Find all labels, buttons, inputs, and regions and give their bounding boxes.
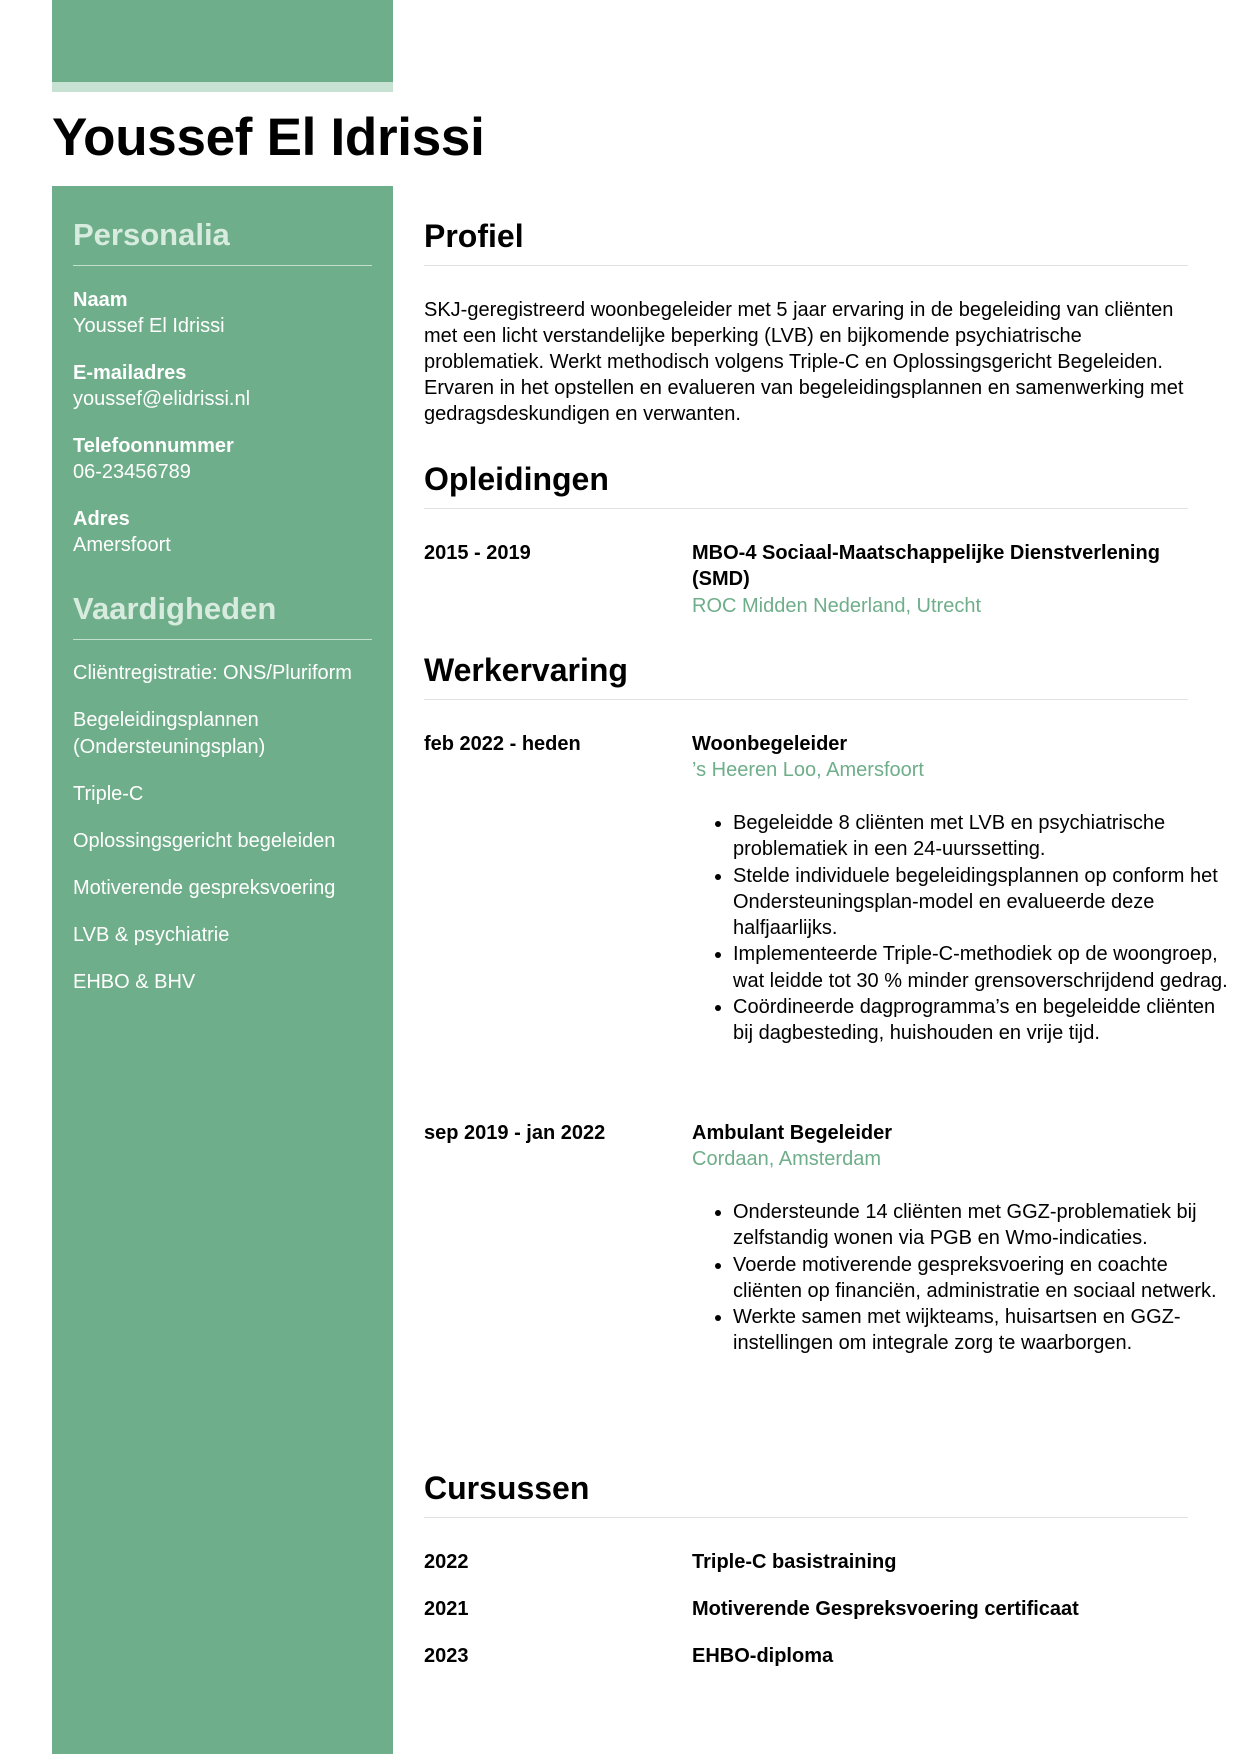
job-employer: ’s Heeren Loo, Amersfoort bbox=[692, 759, 924, 781]
job-date: sep 2019 - jan 2022 bbox=[424, 1122, 606, 1144]
course-date: 2023 bbox=[424, 1645, 469, 1667]
contact-field-name bbox=[73, 287, 372, 339]
list-item: • Implementeerde Triple-C-methodiek op de woongroep, wat leidde tot 30 % minder grensoverschrijdend gedrag. bbox=[733, 941, 1229, 994]
field-value: Amersfoort bbox=[73, 534, 171, 556]
field-label: E-mailadres bbox=[73, 362, 187, 384]
course-date: 2021 bbox=[424, 1598, 469, 1620]
list-item: • Stelde individuele begeleidingsplannen op conform het Ondersteuningsplan-model en evalueerde deze halfjaarlijks. bbox=[733, 863, 1229, 942]
education-date: 2015 - 2019 bbox=[424, 542, 531, 564]
job-date: feb 2022 - heden bbox=[424, 733, 581, 755]
list-item: • Coördineerde dagprogramma’s en begeleidde cliënten bij dagbesteding, huishouden en vrije tijd. bbox=[733, 994, 1229, 1047]
contact-field-email bbox=[73, 360, 372, 412]
field-label: Telefoonnummer bbox=[73, 435, 234, 457]
skills-heading: Vaardigheden bbox=[73, 591, 277, 626]
skill-item: Begeleidingsplannen (Ondersteuningsplan) bbox=[73, 709, 266, 758]
experience-heading: Werkervaring bbox=[424, 652, 628, 688]
sidebar bbox=[52, 186, 393, 1754]
profile-divider bbox=[424, 265, 1188, 266]
candidate-name: Youssef El Idrissi bbox=[52, 108, 485, 167]
personalia-section bbox=[73, 216, 372, 266]
field-value: Youssef El Idrissi bbox=[73, 315, 225, 337]
course-title: EHBO-diploma bbox=[692, 1645, 834, 1667]
profile-heading: Profiel bbox=[424, 218, 524, 254]
profile-text: SKJ-geregistreerd woonbegeleider met 5 jaar ervaring in de begeleiding van cliënten met een licht verstandelijke beperking (LVB) en bijkomende psychiatrische problematiek. Werkt methodisch volgens Triple-C en Oplossingsgericht Begeleiden. Ervaren in het opstellen en evalueren van begeleidingsplannen en samenwerking met gedragsdeskundigen en verwanten. bbox=[424, 299, 1184, 425]
contact-field-address bbox=[73, 506, 372, 558]
job-responsibilities bbox=[692, 1199, 1229, 1357]
skills-list bbox=[73, 660, 372, 996]
field-label: Adres bbox=[73, 508, 130, 530]
field-label: Naam bbox=[73, 289, 128, 311]
field-value[interactable]: 06-23456789 bbox=[73, 461, 191, 483]
education-heading: Opleidingen bbox=[424, 461, 609, 497]
personalia-divider bbox=[73, 265, 372, 266]
course-title: Triple-C basistraining bbox=[692, 1551, 897, 1573]
job-title: Woonbegeleider bbox=[692, 733, 848, 755]
education-divider bbox=[424, 508, 1188, 509]
skill-item: LVB & psychiatrie bbox=[73, 924, 230, 946]
list-item: • Ondersteunde 14 cliënten met GGZ-problematiek bij zelfstandig wonen via PGB en Wmo-indicaties. bbox=[733, 1199, 1229, 1252]
field-value[interactable]: youssef@elidrissi.nl bbox=[73, 388, 251, 410]
personalia-heading: Personalia bbox=[73, 217, 230, 252]
courses-heading: Cursussen bbox=[424, 1470, 590, 1506]
courses-divider bbox=[424, 1517, 1188, 1518]
list-item: • Begeleidde 8 cliënten met LVB en psychiatrische problematiek in een 24-uurssetting. bbox=[733, 810, 1229, 863]
skill-item: Triple-C bbox=[73, 783, 144, 805]
header-accent-bar bbox=[52, 0, 393, 82]
list-item: • Werkte samen met wijkteams, huisartsen en GGZ-instellingen om integrale zorg te waarborgen. bbox=[733, 1304, 1229, 1357]
course-title: Motiverende Gespreksvoering certificaat bbox=[692, 1598, 1079, 1620]
course-date: 2022 bbox=[424, 1551, 469, 1573]
skills-divider bbox=[73, 639, 372, 640]
experience-divider bbox=[424, 699, 1188, 700]
skill-item: Cliëntregistratie: ONS/Pluriform bbox=[73, 662, 352, 684]
skills-section bbox=[73, 590, 372, 640]
list-item: • Voerde motiverende gespreksvoering en coachte cliënten op financiën, administratie en sociaal netwerk. bbox=[733, 1252, 1229, 1305]
skill-item: EHBO & BHV bbox=[73, 971, 196, 993]
contact-field-phone bbox=[73, 433, 372, 485]
job-employer: Cordaan, Amsterdam bbox=[692, 1148, 881, 1170]
education-institution: ROC Midden Nederland, Utrecht bbox=[692, 595, 982, 617]
skill-item: Motiverende gespreksvoering bbox=[73, 877, 336, 899]
job-title: Ambulant Begeleider bbox=[692, 1122, 893, 1144]
header-accent-stripe bbox=[52, 82, 393, 92]
skill-item: Oplossingsgericht begeleiden bbox=[73, 830, 336, 852]
education-title: MBO-4 Sociaal-Maatschappelijke Dienstverlening (SMD) bbox=[692, 542, 1160, 590]
job-responsibilities bbox=[692, 810, 1229, 1047]
